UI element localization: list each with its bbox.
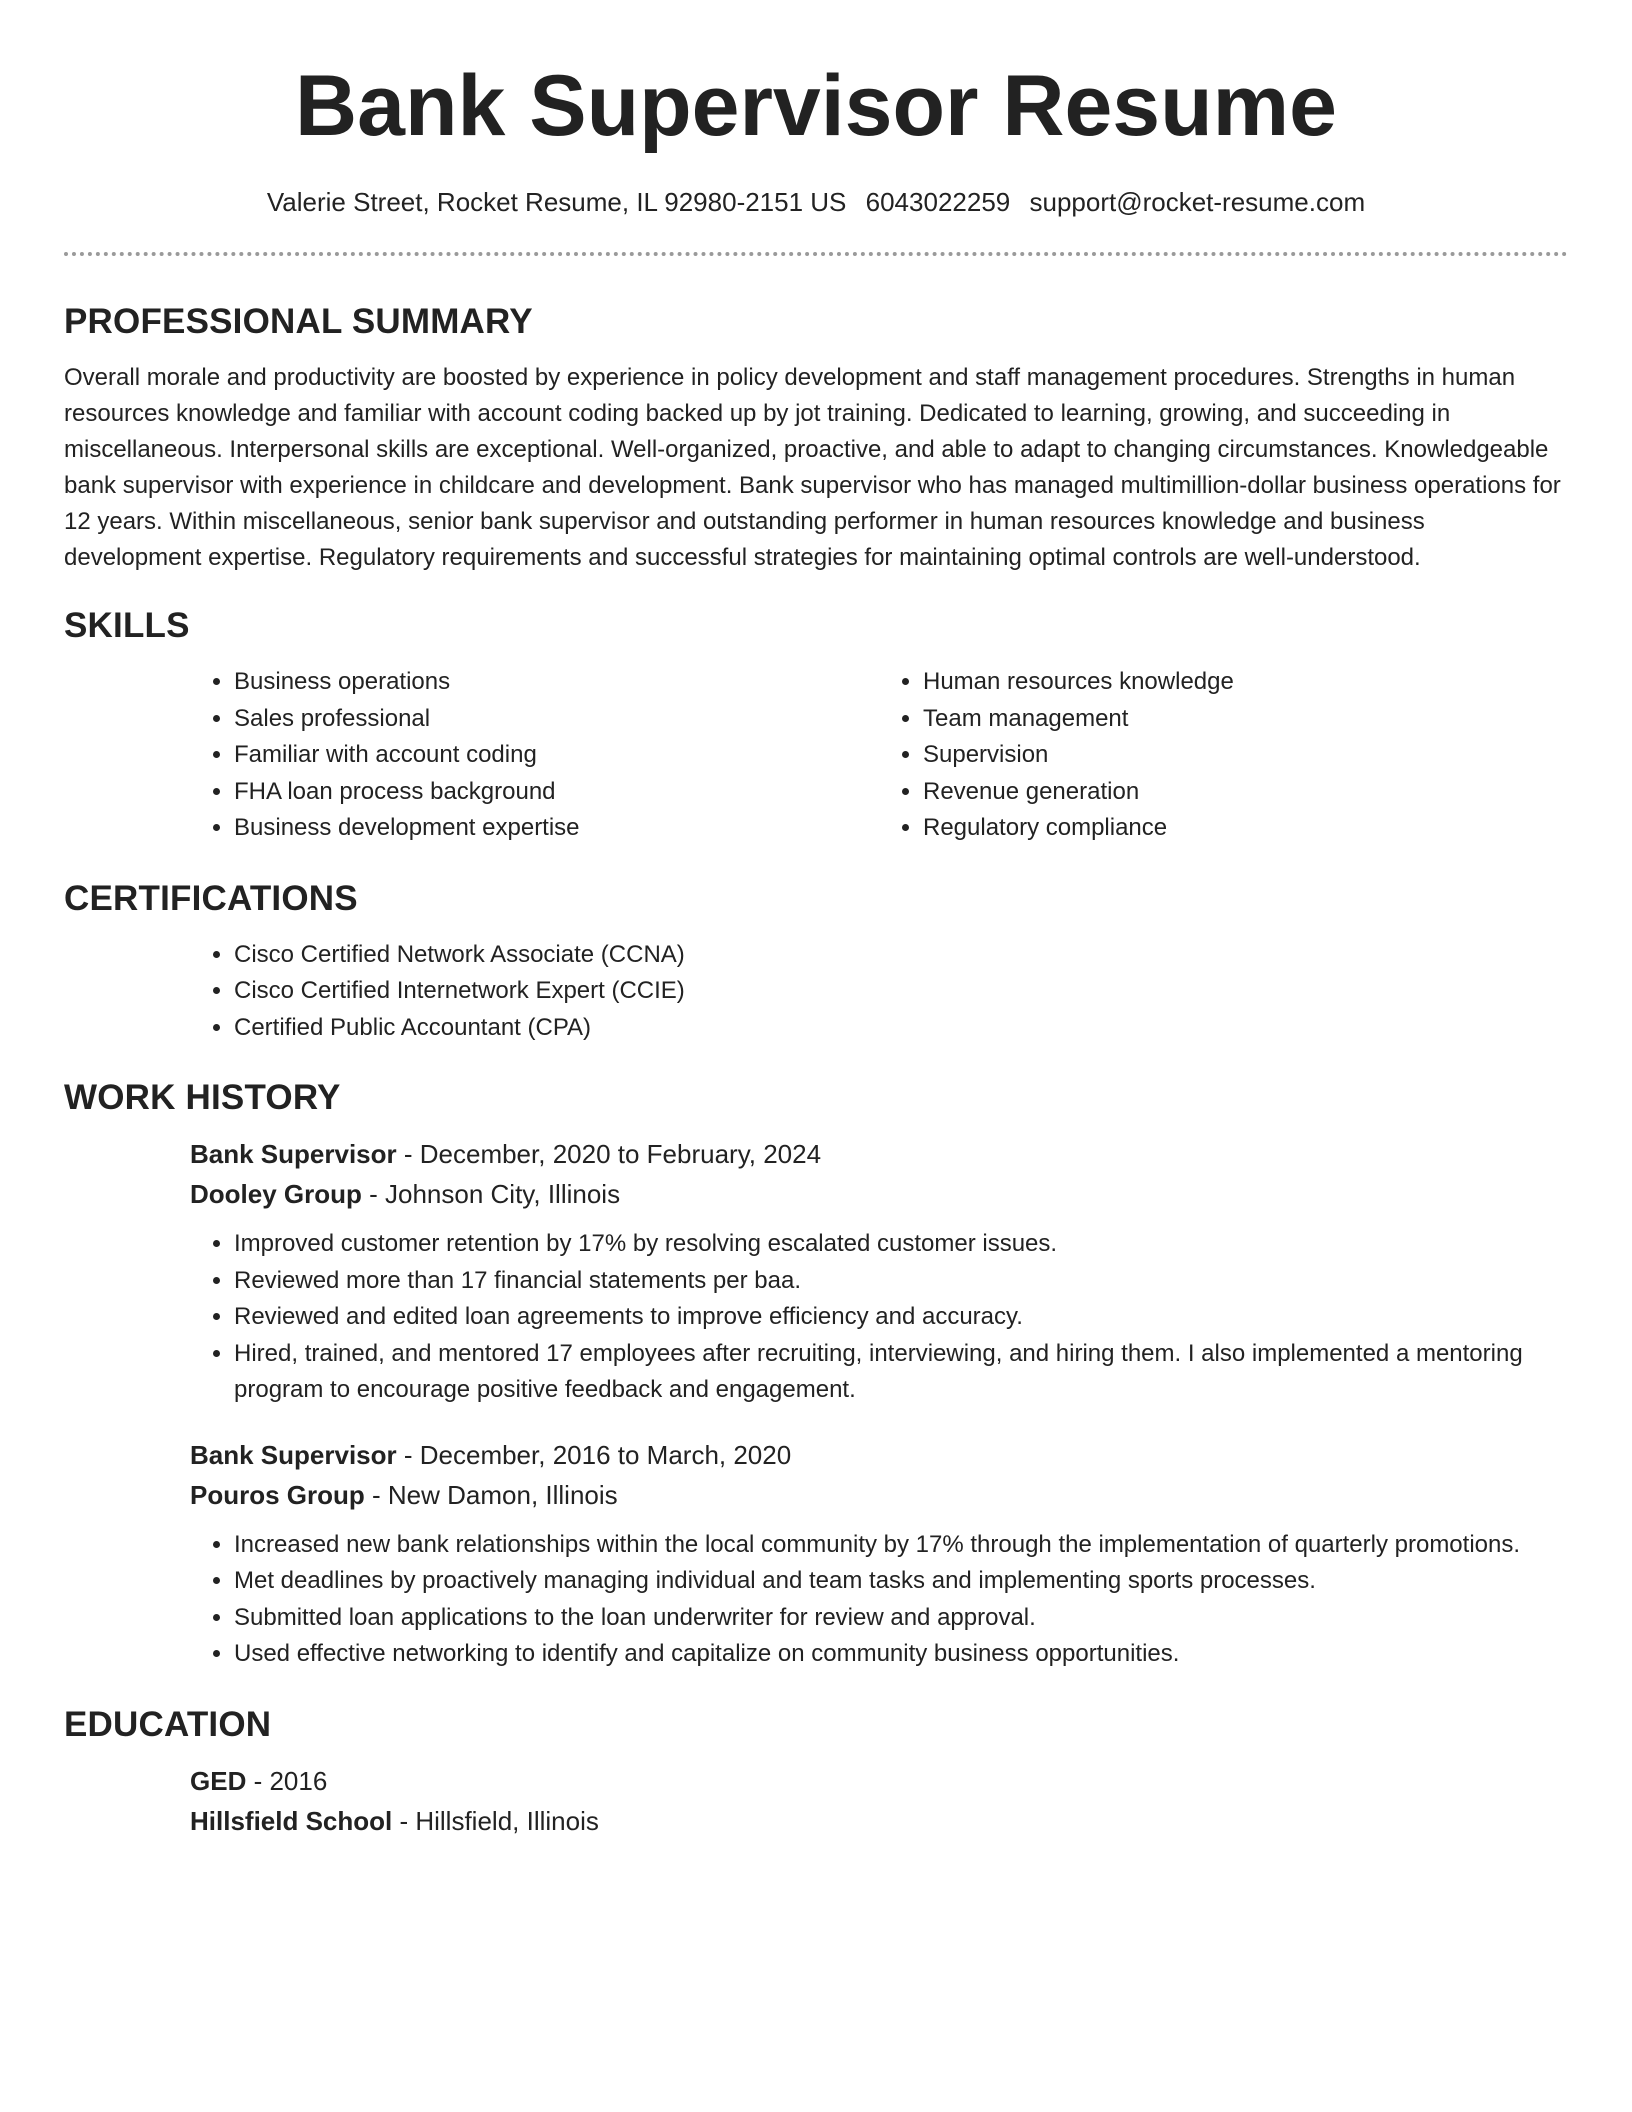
job-title: Bank Supervisor — [190, 1439, 397, 1470]
job-bullet: • Submitted loan applications to the loan underwriter for review and approval. — [234, 1600, 1568, 1637]
skill-item: • Supervision — [923, 737, 1568, 774]
job-title-line — [190, 1134, 1568, 1174]
page-title: Bank Supervisor Resume — [295, 58, 1337, 154]
education-entry — [190, 1761, 1568, 1841]
job-bullet: • Met deadlines by proactively managing individual and team tasks and implementing sports processes. — [234, 1563, 1568, 1600]
job-bullet: • Improved customer retention by 17% by resolving escalated customer issues. — [234, 1226, 1568, 1263]
skill-item: • Team management — [923, 701, 1568, 738]
skill-item: • Human resources knowledge — [923, 664, 1568, 701]
job-bullet: • Reviewed and edited loan agreements to improve efficiency and accuracy. — [234, 1299, 1568, 1336]
certifications-heading: CERTIFICATIONS — [64, 878, 358, 918]
summary-heading: PROFESSIONAL SUMMARY — [64, 302, 533, 341]
job-dates: - December, 2016 to March, 2020 — [396, 1439, 792, 1470]
skill-item: • Regulatory compliance — [923, 810, 1568, 847]
job-bullets — [190, 1226, 1568, 1409]
job-bullet: • Hired, trained, and mentored 17 employees after recruiting, interviewing, and hiring them. I also implemented a mentoring program to encourage positive feedback and engagement. — [234, 1336, 1568, 1409]
job-title: Bank Supervisor — [190, 1139, 397, 1169]
skills-heading: SKILLS — [64, 606, 190, 645]
work-history-heading: WORK HISTORY — [64, 1078, 341, 1117]
degree-line — [190, 1761, 1568, 1801]
job-company: Dooley Group — [190, 1179, 362, 1209]
job-bullets — [190, 1527, 1568, 1673]
address-text: Valerie Street, Rocket Resume, IL 92980-2151 US — [266, 187, 847, 217]
skill-item: • Revenue generation — [923, 774, 1568, 811]
skills-list — [190, 664, 1568, 847]
certification-item: • Cisco Certified Network Associate (CCNA) — [234, 937, 1568, 974]
skill-item: • FHA loan process background — [234, 774, 879, 811]
job-entry — [190, 1134, 1568, 1409]
certifications-list — [190, 937, 1568, 1047]
school-line — [190, 1801, 1568, 1841]
degree: GED — [190, 1765, 247, 1796]
job-bullet: • Reviewed more than 17 financial statements per baa. — [234, 1263, 1568, 1300]
contact-info — [64, 184, 1568, 220]
job-bullet: • Used effective networking to identify and capitalize on community business opportunities. — [234, 1636, 1568, 1673]
education-heading: EDUCATION — [64, 1704, 272, 1744]
skills-column-left — [190, 664, 879, 847]
email-text: support@rocket-resume.com — [1029, 187, 1366, 217]
degree-year: - 2016 — [246, 1765, 328, 1796]
certification-item: • Cisco Certified Internetwork Expert (CCIE) — [234, 973, 1568, 1010]
summary-text: Overall morale and productivity are boosted by experience in policy development and staff management procedures. Strengths in human resources knowledge and familiar with account coding backed up by jot training. Dedicated to learning, growing, and succeeding in miscellaneous. Interpersonal skills are exceptional. Well-organized, proactive, and able to adapt to changing circumstances. Knowledgeable bank supervisor with experience in childcare and development. Bank supervisor who has managed multimillion-dollar business operations for 12 years. Within miscellaneous, senior bank supervisor and outstanding performer in human resources knowledge and business development expertise. Regulatory requirements and successful strategies for maintaining optimal controls are well-understood. — [64, 364, 1561, 571]
phone-text: 6043022259 — [865, 187, 1011, 217]
school-name: Hillsfield School — [190, 1805, 393, 1836]
job-company-line — [190, 1475, 1568, 1515]
skill-item: • Sales professional — [234, 701, 879, 738]
job-company: Pouros Group — [190, 1479, 365, 1510]
skill-item: • Business operations — [234, 664, 879, 701]
job-location: - Johnson City, Illinois — [361, 1179, 621, 1209]
job-title-line — [190, 1435, 1568, 1475]
job-entry — [190, 1435, 1568, 1673]
skill-item: • Familiar with account coding — [234, 737, 879, 774]
certification-item: • Certified Public Accountant (CPA) — [234, 1010, 1568, 1047]
job-location: - New Damon, Illinois — [364, 1479, 618, 1510]
skills-column-right — [879, 664, 1568, 847]
job-bullet: • Increased new bank relationships within the local community by 17% through the implementation of quarterly promotions. — [234, 1527, 1568, 1564]
skill-item: • Business development expertise — [234, 810, 879, 847]
job-dates: - December, 2020 to February, 2024 — [396, 1139, 822, 1169]
job-company-line — [190, 1174, 1568, 1214]
school-location: - Hillsfield, Illinois — [392, 1805, 599, 1836]
